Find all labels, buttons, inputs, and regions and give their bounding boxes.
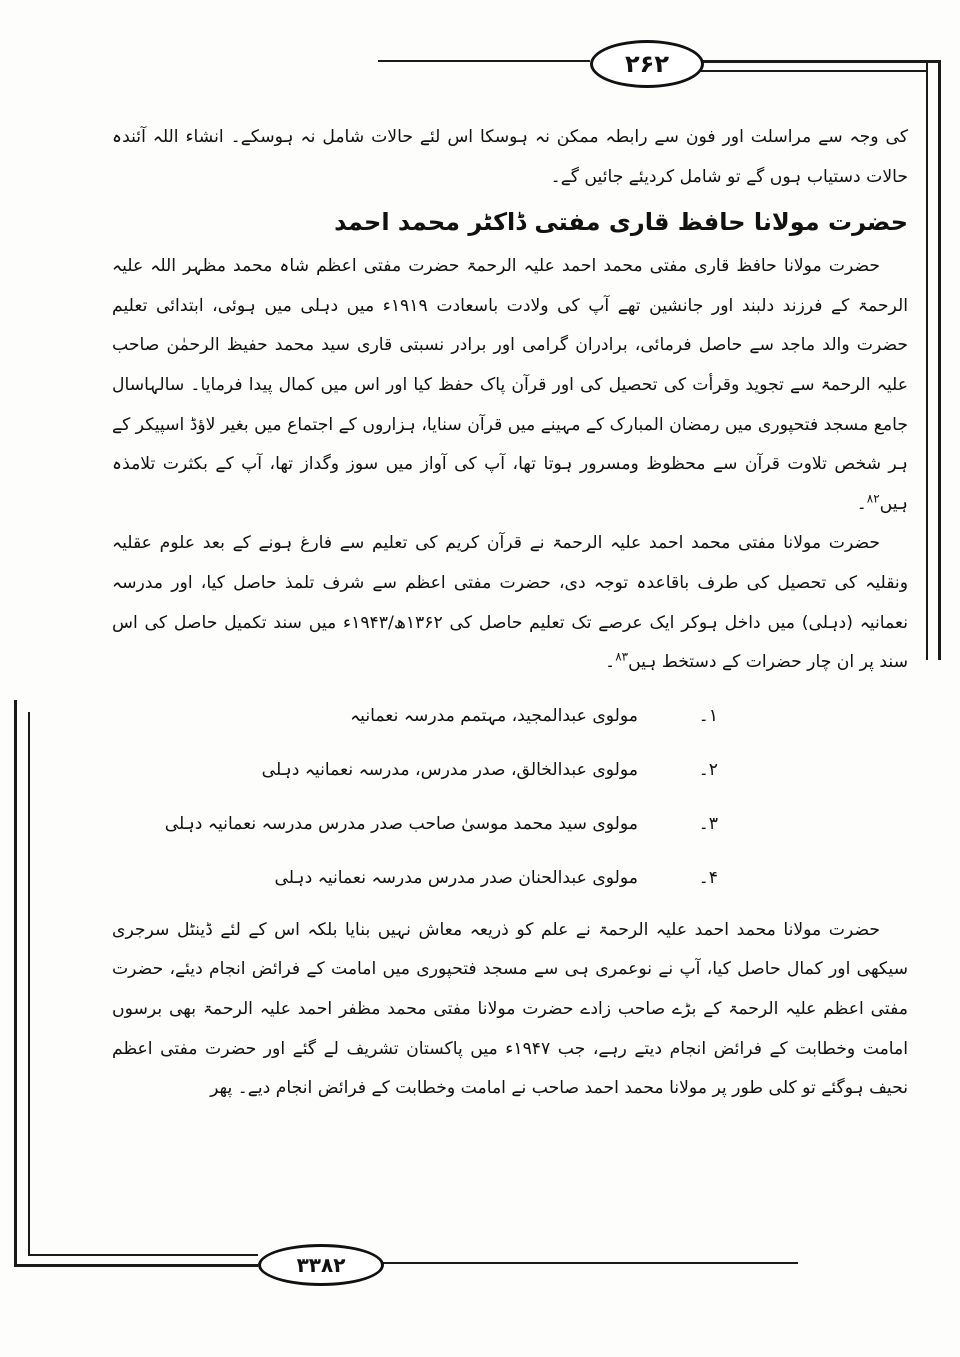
border-right-inner: [926, 60, 928, 660]
border-left-outer: [14, 700, 17, 1266]
list-item-number: ۲۔: [698, 759, 718, 780]
page-number-top: [590, 40, 704, 88]
border-bottom-outer: [14, 1264, 258, 1267]
list-item: [112, 689, 908, 743]
border-bottom-right: [378, 1262, 798, 1264]
footnote-marker-1: ۸۲: [866, 491, 880, 506]
paragraph-2-text: حضرت مولانا مفتی محمد احمد علیہ الرحمۃ نے قرآن کریم کی تعلیم سے فارغ ہونے کے بعد علوم عقلیہ ونقلیہ کی تحصیل کی طرف باقاعدہ توجہ دی، حضرت مفتی اعظم سے شرف تلمذ حاصل کیا، اور مدرسہ نعمانیہ (دہلی) میں داخل ہوکر ایک عرصے تک تعلیم حاصل کی ۱۳۶۲ھ/۱۹۴۳ء میں سند تکمیل حاصل کی اس سند پر ان چار حضرات کے دستخط ہیں: [112, 533, 908, 673]
list-item-text: مولوی عبدالمجید، مہتمم مدرسہ نعمانیہ: [350, 705, 638, 726]
list-item-text: مولوی سید محمد موسیٰ صاحب صدر مدرس مدرسہ نعمانیہ دہلی: [164, 813, 638, 834]
intro-paragraph: کی وجہ سے مراسلت اور فون سے رابطہ ممکن نہ ہوسکا اس لئے حالات شامل نہ ہوسکے۔ انشاء اللہ آئندہ حالات دستیاب ہوں گے تو شامل کردیئے جائیں گے۔: [112, 127, 908, 187]
signatories-list: [112, 689, 908, 905]
paragraph-1-text: حضرت مولانا حافظ قاری مفتی محمد احمد علیہ الرحمۃ حضرت مفتی اعظم شاہ محمد مظہر اللہ علیہ الرحمۃ کے فرزند دلبند اور جانشین تھے آپ کی ولادت باسعادت ۱۹۱۹ء میں دہلی میں ہوئی، ابتدائی تعلیم حضرت والد ماجد سے حاصل فرمائی، برادران گرامی اور برادر نسبتی قاری سید محمد حفیظ الرحمٰن صاحب علیہ الرحمۃ سے تجوید وقرأت کی تحصیل کی اور قرآن پاک حفظ کیا اور اس میں کمال پیدا فرمایا۔ سالہاسال جامع مسجد فتحپوری میں رمضان المبارک کے مہینے میں قرآن سنایا، ہزاروں کے اجتماع میں بغیر لاؤڈ اسپیکر کے ہر شخص تلاوت قرآن سے محظوظ ومسرور ہوتا تھا، آپ کی آواز میں سوز وگداز تھا، آپ کے بکثرت تلامذہ ہیں: [112, 256, 908, 514]
border-top-left: [378, 60, 590, 62]
paragraph-2: حضرت مولانا مفتی محمد احمد علیہ الرحمۃ نے قرآن کریم کی تعلیم سے فارغ ہونے کے بعد علوم عقلیہ ونقلیہ کی تحصیل کی طرف باقاعدہ توجہ دی، حضرت مفتی اعظم سے شرف تلمذ حاصل کیا، اور مدرسہ نعمانیہ (دہلی) میں داخل ہوکر ایک عرصے تک تعلیم حاصل کی ۱۳۶۲ھ/۱۹۴۳ء میں سند تکمیل حاصل کی اس سند پر ان چار حضرات کے دستخط ہیں$^{۸۳}$۔: [112, 533, 908, 673]
section-heading: حضرت مولانا حافظ قاری مفتی ڈاکٹر محمد احمد: [334, 208, 908, 237]
page-number-bottom: [258, 1244, 384, 1286]
list-item-number: ۱۔: [698, 705, 718, 726]
paragraph-1: حضرت مولانا حافظ قاری مفتی محمد احمد علیہ الرحمۃ حضرت مفتی اعظم شاہ محمد مظہر اللہ علیہ الرحمۃ کے فرزند دلبند اور جانشین تھے آپ کی ولادت باسعادت ۱۹۱۹ء میں دہلی میں ہوئی، ابتدائی تعلیم حضرت والد ماجد سے حاصل فرمائی، برادران گرامی اور برادر نسبتی قاری سید محمد حفیظ الرحمٰن صاحب علیہ الرحمۃ سے تجوید وقرأت کی تحصیل کی اور قرآن پاک حفظ کیا اور اس میں کمال پیدا فرمایا۔ سالہاسال جامع مسجد فتحپوری میں رمضان المبارک کے مہینے میں قرآن سنایا، ہزاروں کے اجتماع میں بغیر لاؤڈ اسپیکر کے ہر شخص تلاوت قرآن سے محظوظ ومسرور ہوتا تھا، آپ کی آواز میں سوز وگداز تھا، آپ کے بکثرت تلامذہ ہیں$^{۸۲}$۔: [112, 256, 908, 514]
page-number-top-text: ۲۶۲: [625, 50, 669, 78]
border-bottom-inner: [28, 1254, 258, 1256]
footnote-marker-2: ۸۳: [615, 649, 629, 664]
border-right-outer: [938, 60, 941, 660]
list-item-number: ۳۔: [698, 813, 718, 834]
list-item: [112, 851, 908, 905]
list-item: [112, 743, 908, 797]
list-item-text: مولوی عبدالخالق، صدر مدرس، مدرسہ نعمانیہ دہلی: [261, 759, 638, 780]
border-top-inner: [698, 70, 928, 72]
page-number-bottom-text: ۳۳۸۲: [296, 1253, 346, 1277]
list-item: [112, 797, 908, 851]
border-left-inner: [28, 712, 30, 1256]
list-item-number: ۴۔: [698, 867, 718, 888]
list-item-text: مولوی عبدالحنان صدر مدرس مدرسہ نعمانیہ دہلی: [274, 867, 638, 888]
paragraph-3: حضرت مولانا محمد احمد علیہ الرحمۃ نے علم کو ذریعہ معاش نہیں بنایا بلکہ اس کے لئے ڈینٹل سرجری سیکھی اور کمال حاصل کیا، آپ نے نوعمری ہی سے مسجد فتحپوری میں امامت کے فرائض انجام دیئے، حضرت مفتی اعظم علیہ الرحمۃ کے بڑے صاحب زادے حضرت مولانا مفتی محمد مظفر احمد علیہ الرحمۃ بھی برسوں امامت وخطابت کے فرائض انجام دیتے رہے، جب ۱۹۴۷ء میں پاکستان تشریف لے گئے اور حضرت مفتی اعظم نحیف ہوگئے تو کلی طور پر مولانا محمد احمد صاحب نے امامت وخطابت کے فرائض انجام دیے۔ پھر: [112, 919, 908, 1099]
border-top-outer: [698, 60, 940, 63]
main-text: [112, 118, 908, 1109]
